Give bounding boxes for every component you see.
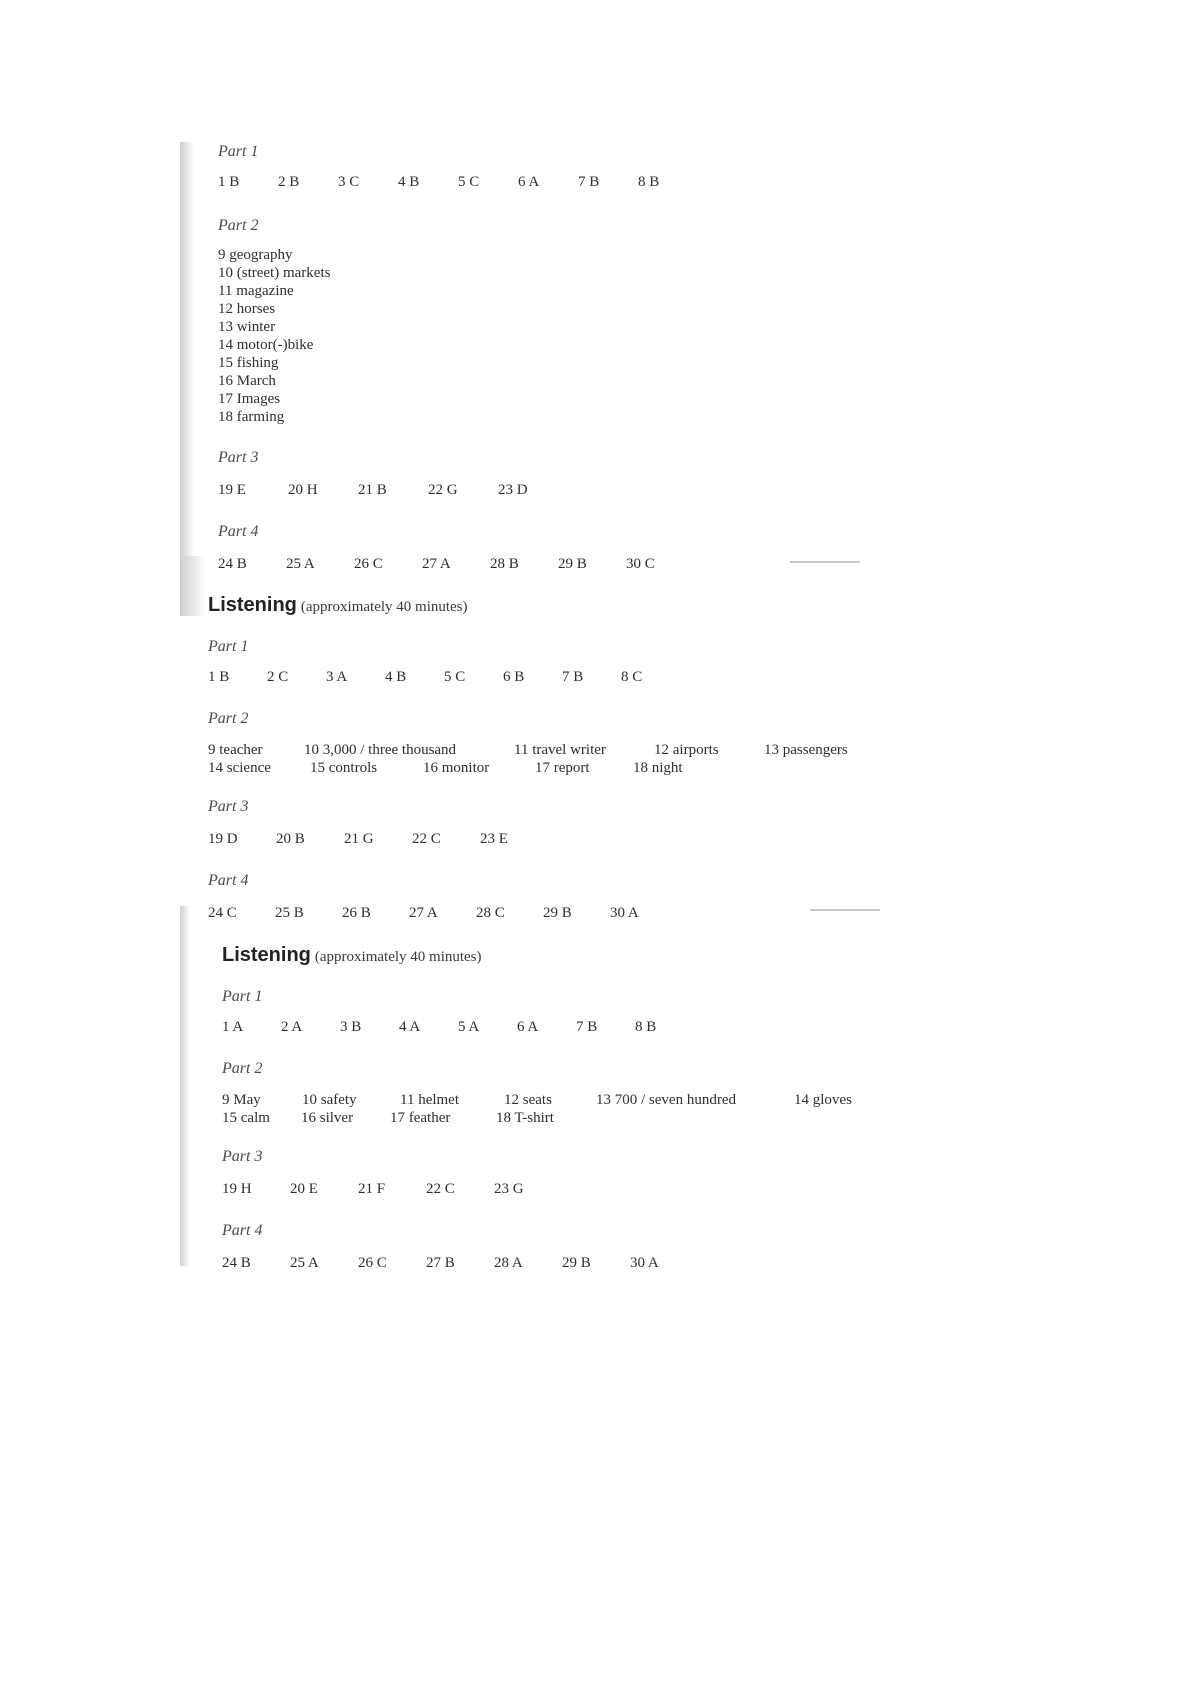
- answer-item: 15 controls: [310, 760, 378, 776]
- answer-item: 5 C: [458, 174, 480, 190]
- answer-item: 5 A: [458, 1019, 480, 1035]
- answer-item: 27 B: [426, 1255, 455, 1271]
- answer-item: 28 C: [476, 905, 505, 921]
- section-title: Listening: [208, 594, 297, 616]
- section-duration: (approximately 40 minutes): [314, 949, 482, 965]
- answer-item: 20 H: [288, 482, 318, 498]
- part-label: Part 4: [208, 872, 249, 889]
- answer-line: [222, 1109, 874, 1127]
- answer-block-3: [222, 944, 874, 1273]
- answer-row: [222, 1179, 874, 1199]
- answer-line: [208, 741, 874, 759]
- answer-item: 10 safety: [302, 1092, 357, 1108]
- answer-item: 18 farming: [218, 409, 285, 425]
- answer-item: 29 B: [543, 905, 572, 921]
- answer-item: 30 C: [626, 556, 655, 572]
- answer-lines: [222, 1091, 874, 1127]
- scan-smudge: [790, 561, 860, 563]
- answer-item: 19 E: [218, 482, 246, 498]
- answer-row: [218, 554, 698, 574]
- answer-item: 30 A: [610, 905, 639, 921]
- answer-item: 17 report: [535, 760, 590, 776]
- scan-edge-shadow: [180, 556, 206, 616]
- answer-item: 24 B: [218, 556, 247, 572]
- answer-item: 8 B: [635, 1019, 657, 1035]
- answer-item: 12 airports: [654, 742, 719, 758]
- answer-item: 20 E: [290, 1181, 318, 1197]
- answer-item: 19 H: [222, 1181, 252, 1197]
- answer-item: 4 B: [398, 174, 420, 190]
- part-label: Part 2: [218, 217, 259, 234]
- answer-item: 7 B: [576, 1019, 598, 1035]
- answer-item: 18 night: [633, 760, 683, 776]
- answer-item: 24 B: [222, 1255, 251, 1271]
- answer-item: 13 winter: [218, 319, 276, 335]
- answer-block-2: [208, 594, 874, 923]
- answer-item: 22 G: [428, 482, 458, 498]
- answer-item: 4 B: [385, 669, 407, 685]
- answer-row: [208, 829, 874, 849]
- part-label: Part 4: [222, 1222, 263, 1239]
- answer-item: 15 calm: [222, 1110, 270, 1126]
- answer-item: 9 geography: [218, 247, 293, 263]
- answer-item: 8 C: [621, 669, 643, 685]
- answer-item: 1 B: [218, 174, 240, 190]
- answer-item: 17 Images: [218, 391, 281, 407]
- answer-item: 18 T-shirt: [496, 1110, 554, 1126]
- answer-line: [222, 1091, 874, 1109]
- answer-row: [218, 480, 698, 500]
- answer-item: 5 C: [444, 669, 466, 685]
- answer-item: 25 A: [286, 556, 315, 572]
- answer-item: 14 science: [208, 760, 271, 776]
- section-heading: [222, 944, 874, 967]
- answer-item: 14 gloves: [794, 1092, 852, 1108]
- answer-item: 21 F: [358, 1181, 386, 1197]
- answer-item: 16 silver: [301, 1110, 354, 1126]
- answer-item: 21 B: [358, 482, 387, 498]
- answer-item: 22 C: [426, 1181, 455, 1197]
- part-label: Part 2: [208, 710, 249, 727]
- answer-item: 20 B: [276, 831, 305, 847]
- answer-item: 30 A: [630, 1255, 659, 1271]
- answer-item: 9 teacher: [208, 742, 263, 758]
- answer-item: 27 A: [422, 556, 451, 572]
- answer-item: 6 A: [518, 174, 540, 190]
- scan-edge-shadow: [180, 142, 194, 562]
- answer-item: 6 B: [503, 669, 525, 685]
- answer-item: 28 B: [490, 556, 519, 572]
- answer-item: 7 B: [578, 174, 600, 190]
- answer-item: 1 B: [208, 669, 230, 685]
- answer-item: 26 B: [342, 905, 371, 921]
- answer-item: 12 seats: [504, 1092, 552, 1108]
- answer-item: 26 C: [358, 1255, 387, 1271]
- part-label: Part 1: [222, 988, 263, 1005]
- answer-item: 24 C: [208, 905, 237, 921]
- answer-line: [208, 759, 874, 777]
- section-heading: [208, 594, 874, 617]
- answer-item: 27 A: [409, 905, 438, 921]
- answer-item: 14 motor(-)bike: [218, 337, 314, 353]
- answer-item: 4 A: [399, 1019, 421, 1035]
- answer-item: 25 A: [290, 1255, 319, 1271]
- scan-edge-shadow: [180, 906, 190, 1266]
- answer-item: 23 G: [494, 1181, 524, 1197]
- answer-row: [208, 667, 874, 687]
- answer-item: 12 horses: [218, 301, 276, 317]
- answer-item: 9 May: [222, 1092, 261, 1108]
- answer-list: [218, 246, 698, 426]
- part-label: Part 1: [208, 638, 249, 655]
- answer-row: [218, 172, 698, 192]
- section-duration: (approximately 40 minutes): [300, 599, 468, 615]
- answer-item: 1 A: [222, 1019, 244, 1035]
- part-label: Part 2: [222, 1060, 263, 1077]
- answer-item: 17 feather: [390, 1110, 451, 1126]
- answer-block-1: [218, 142, 698, 574]
- part-label: Part 4: [218, 523, 259, 540]
- answer-item: 16 March: [218, 373, 276, 389]
- answer-item: 29 B: [558, 556, 587, 572]
- answer-item: 2 B: [278, 174, 300, 190]
- answer-item: 22 C: [412, 831, 441, 847]
- answer-item: 29 B: [562, 1255, 591, 1271]
- answer-item: 13 passengers: [764, 742, 848, 758]
- part-label: Part 1: [218, 143, 259, 160]
- answer-item: 15 fishing: [218, 355, 279, 371]
- part-label: Part 3: [218, 449, 259, 466]
- answer-item: 11 helmet: [400, 1092, 460, 1108]
- answer-item: 11 magazine: [218, 283, 294, 299]
- answer-item: 3 B: [340, 1019, 362, 1035]
- answer-lines: [208, 741, 874, 777]
- answer-item: 10 3,000 / three thousand: [304, 742, 457, 758]
- answer-row: [222, 1017, 874, 1037]
- answer-item: 8 B: [638, 174, 660, 190]
- answer-item: 16 monitor: [423, 760, 490, 776]
- answer-item: 19 D: [208, 831, 238, 847]
- answer-item: 7 B: [562, 669, 584, 685]
- answer-item: 3 C: [338, 174, 360, 190]
- answer-item: 11 travel writer: [514, 742, 606, 758]
- answer-row: [222, 1253, 874, 1273]
- answer-item: 28 A: [494, 1255, 523, 1271]
- answer-item: 2 A: [281, 1019, 303, 1035]
- answer-item: 3 A: [326, 669, 348, 685]
- answer-item: 21 G: [344, 831, 374, 847]
- answer-row: [208, 903, 874, 923]
- answer-item: 23 D: [498, 482, 528, 498]
- answer-item: 13 700 / seven hundred: [596, 1092, 736, 1108]
- answer-item: 2 C: [267, 669, 289, 685]
- answer-item: 10 (street) markets: [218, 265, 331, 281]
- answer-item: 6 A: [517, 1019, 539, 1035]
- answer-item: 26 C: [354, 556, 383, 572]
- part-label: Part 3: [208, 798, 249, 815]
- answer-item: 25 B: [275, 905, 304, 921]
- answer-item: 23 E: [480, 831, 508, 847]
- part-label: Part 3: [222, 1148, 263, 1165]
- section-title: Listening: [222, 944, 311, 966]
